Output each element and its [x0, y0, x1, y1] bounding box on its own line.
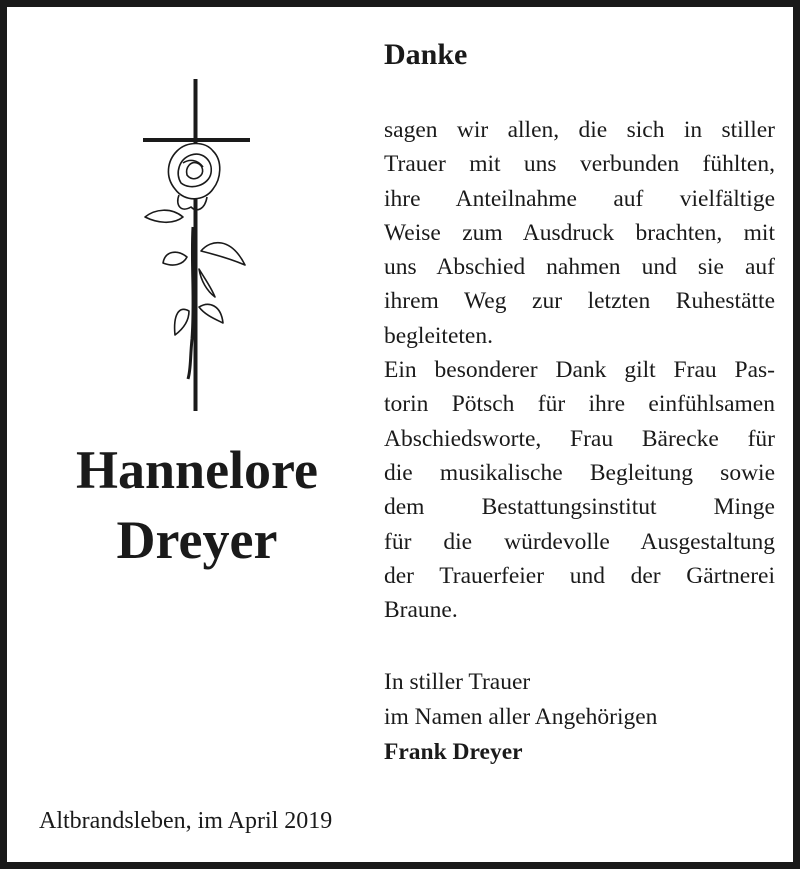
thanks-text — [384, 113, 775, 627]
text-line: ihre Anteilnahme auf vielfältige — [384, 185, 775, 212]
first-name: Hannelore — [76, 440, 318, 500]
text-line: torin Pötsch für ihre einfühlsamen — [384, 391, 775, 418]
closing-block — [384, 665, 657, 770]
last-name: Dreyer — [116, 510, 278, 570]
text-line: Braune. — [384, 597, 458, 624]
place-date: Altbrandsleben, im April 2019 — [39, 808, 333, 834]
text-line: uns Abschied nahmen und sie auf — [384, 254, 775, 281]
text-line: Abschiedsworte, Frau Bärecke für — [384, 425, 775, 452]
closing-line: im Namen aller Angehörigen — [384, 704, 658, 730]
text-line: ihrem Weg zur letzten Ruhestätte — [384, 288, 775, 315]
signer-name: Frank Dreyer — [384, 739, 523, 765]
text-line: Weise zum Ausdruck brachten, mit — [384, 219, 775, 246]
text-line: die musikalische Begleitung sowie — [384, 459, 775, 486]
cross-with-rose — [135, 79, 255, 411]
text-line: Trauer mit uns verbunden fühlten, — [384, 151, 775, 178]
notice-heading: Danke — [384, 38, 468, 71]
text-line: dem Bestattungsinstitut Minge — [384, 494, 775, 521]
closing-line: In stiller Trauer — [384, 669, 531, 695]
text-line: für die würdevolle Ausgestaltung — [384, 528, 775, 555]
text-line: Ein besonderer Dank gilt Frau Pas- — [384, 357, 775, 384]
cross-icon — [143, 79, 250, 411]
text-line: sagen wir allen, die sich in stiller — [384, 117, 775, 143]
text-line: der Trauerfeier und der Gärtnerei — [384, 562, 775, 589]
deceased-name — [27, 435, 367, 575]
text-line: begleiteten. — [384, 322, 493, 349]
